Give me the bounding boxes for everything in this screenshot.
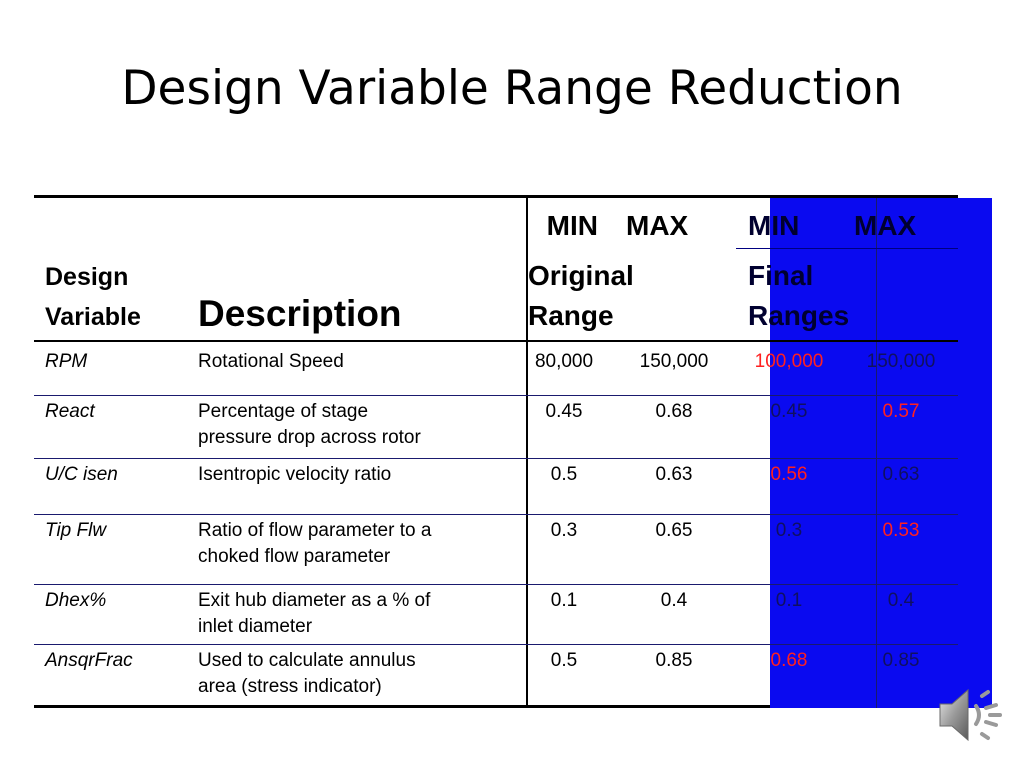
variable-cell: React	[45, 401, 95, 422]
final-max-cell: 0.63	[882, 464, 920, 485]
orig-min-cell: 80,000	[534, 351, 594, 372]
final-max-header: MAX	[854, 210, 917, 241]
description-header: Description	[198, 293, 402, 334]
row-divider	[34, 395, 958, 396]
orig-max-cell: 0.4	[660, 590, 688, 611]
orig-min-cell: 0.45	[545, 401, 583, 422]
description-cell: Isentropic velocity ratio	[198, 464, 392, 485]
final-min-cell: 0.56	[770, 464, 808, 485]
orig-max-cell: 150,000	[639, 351, 709, 372]
variable-cell: U/C isen	[45, 464, 118, 485]
final-ranges-header-line2: Ranges	[748, 300, 850, 331]
description-cell: choked flow parameter	[198, 546, 391, 567]
header-sub-divider	[736, 248, 958, 249]
description-cell: area (stress indicator)	[198, 676, 382, 697]
slide-title: Design Variable Range Reduction	[121, 61, 903, 116]
description-cell: pressure drop across rotor	[198, 427, 421, 448]
original-range-header-line1: Original	[528, 260, 634, 291]
description-cell: Used to calculate annulus	[198, 650, 416, 671]
final-min-header: MIN	[748, 210, 800, 241]
original-range-header-line2: Range	[528, 300, 614, 331]
variable-cell: RPM	[45, 351, 88, 372]
description-cell: inlet diameter	[198, 616, 313, 637]
description-cell: Exit hub diameter as a % of	[198, 590, 431, 611]
row-divider	[34, 644, 958, 645]
orig-max-cell: 0.65	[655, 520, 693, 541]
final-max-cell: 0.4	[887, 590, 915, 611]
final-max-cell: 0.53	[882, 520, 920, 541]
final-ranges-header-line1: Final	[748, 260, 814, 291]
range-table	[34, 195, 958, 708]
header-divider	[34, 340, 958, 342]
design-variable-header-line1: Design	[45, 263, 129, 291]
description-cell: Ratio of flow parameter to a	[198, 520, 432, 541]
orig-min-cell: 0.3	[550, 520, 578, 541]
final-min-cell: 0.68	[770, 650, 808, 671]
final-max-cell: 0.57	[882, 401, 920, 422]
orig-min-cell: 0.5	[550, 650, 578, 671]
orig-max-header: MAX	[626, 210, 689, 241]
variable-cell: Tip Flw	[45, 520, 107, 541]
final-min-cell: 0.45	[770, 401, 808, 422]
orig-max-cell: 0.85	[655, 650, 693, 671]
row-divider	[34, 458, 958, 459]
final-max-cell: 0.85	[882, 650, 920, 671]
speaker-icon[interactable]	[936, 682, 1006, 748]
orig-max-cell: 0.68	[655, 401, 693, 422]
final-min-cell: 100,000	[754, 351, 824, 372]
description-cell: Rotational Speed	[198, 351, 344, 372]
orig-min-cell: 0.1	[550, 590, 578, 611]
row-divider	[34, 514, 958, 515]
orig-min-header: MIN	[546, 210, 598, 241]
design-variable-header-line2: Variable	[45, 303, 141, 331]
description-cell: Percentage of stage	[198, 401, 369, 422]
variable-cell: Dhex%	[45, 590, 107, 611]
orig-min-cell: 0.5	[550, 464, 578, 485]
final-max-cell: 150,000	[866, 351, 936, 372]
final-min-cell: 0.1	[775, 590, 803, 611]
orig-max-cell: 0.63	[655, 464, 693, 485]
final-min-cell: 0.3	[775, 520, 803, 541]
row-divider	[34, 584, 958, 585]
variable-cell: AnsqrFrac	[45, 650, 133, 671]
